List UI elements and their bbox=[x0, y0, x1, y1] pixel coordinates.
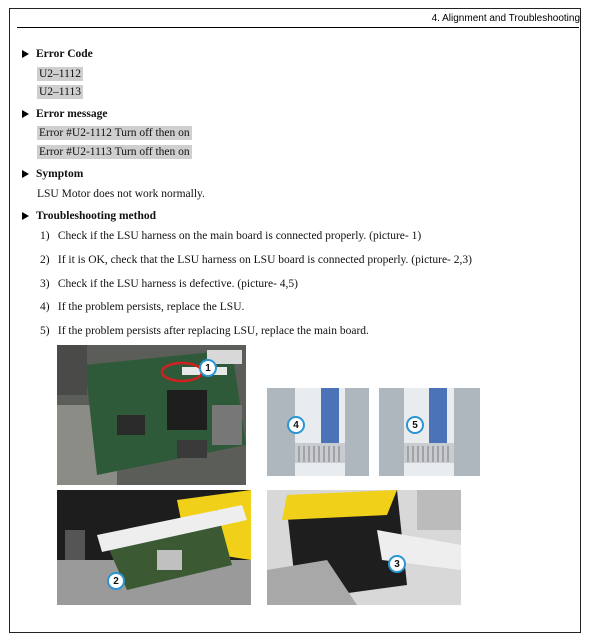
error-code-1: U2–1112 bbox=[39, 68, 81, 80]
bullet-arrow-icon bbox=[22, 212, 29, 220]
step-1 bbox=[40, 229, 421, 243]
page-header: 4. Alignment and Troubleshooting bbox=[431, 13, 580, 24]
error-message-heading bbox=[22, 108, 107, 120]
bullet-arrow-icon bbox=[22, 170, 29, 178]
header-rule bbox=[17, 27, 579, 28]
step-number: 5) bbox=[40, 325, 50, 337]
error-message-1: Error #U2-1112 Turn off then on bbox=[39, 127, 190, 139]
step-number: 3) bbox=[40, 278, 50, 290]
symptom-heading bbox=[22, 168, 83, 180]
error-message-2: Error #U2-1113 Turn off then on bbox=[39, 146, 190, 158]
step-text: If the problem persists, replace the LSU. bbox=[57, 301, 245, 313]
picture-badge-5: 5 bbox=[406, 416, 424, 434]
step-3 bbox=[40, 277, 298, 291]
step-number: 2) bbox=[40, 254, 50, 266]
picture-5-harness bbox=[379, 388, 480, 476]
error-code-title: Error Code bbox=[36, 48, 93, 60]
main-board-photo bbox=[57, 345, 246, 485]
bullet-arrow-icon bbox=[22, 110, 29, 118]
lsu-board-photo bbox=[57, 490, 251, 605]
picture-badge-1: 1 bbox=[199, 359, 217, 377]
picture-badge-4: 4 bbox=[287, 416, 305, 434]
symptom-text: LSU Motor does not work normally. bbox=[37, 188, 205, 200]
error-code-heading bbox=[22, 48, 93, 60]
harness-photo-4 bbox=[267, 388, 369, 476]
troubleshooting-heading bbox=[22, 210, 156, 222]
error-code-2: U2–1113 bbox=[39, 86, 81, 98]
error-message-title: Error message bbox=[36, 108, 108, 120]
symptom-title: Symptom bbox=[36, 168, 84, 180]
bullet-arrow-icon bbox=[22, 50, 29, 58]
picture-4-harness bbox=[267, 388, 369, 476]
picture-1-main-board bbox=[57, 345, 246, 485]
step-text: Check if the LSU harness is defective. (picture- 4,5) bbox=[57, 278, 299, 290]
step-text: Check if the LSU harness on the main board is connected properly. (picture- 1) bbox=[57, 230, 422, 242]
picture-3-lsu-unit bbox=[267, 490, 461, 605]
step-number: 4) bbox=[40, 301, 50, 313]
troubleshooting-title: Troubleshooting method bbox=[36, 210, 157, 222]
step-4 bbox=[40, 300, 244, 314]
picture-badge-2: 2 bbox=[107, 572, 125, 590]
harness-photo-5 bbox=[379, 388, 480, 476]
picture-badge-3: 3 bbox=[388, 555, 406, 573]
step-number: 1) bbox=[40, 230, 50, 242]
step-text: If it is OK, check that the LSU harness on LSU board is connected properly. (picture- 2,3) bbox=[57, 254, 472, 266]
step-5 bbox=[40, 324, 369, 338]
step-text: If the problem persists after replacing LSU, replace the main board. bbox=[57, 325, 369, 337]
step-2 bbox=[40, 253, 472, 267]
picture-2-lsu-board bbox=[57, 490, 251, 605]
lsu-unit-photo bbox=[267, 490, 461, 605]
